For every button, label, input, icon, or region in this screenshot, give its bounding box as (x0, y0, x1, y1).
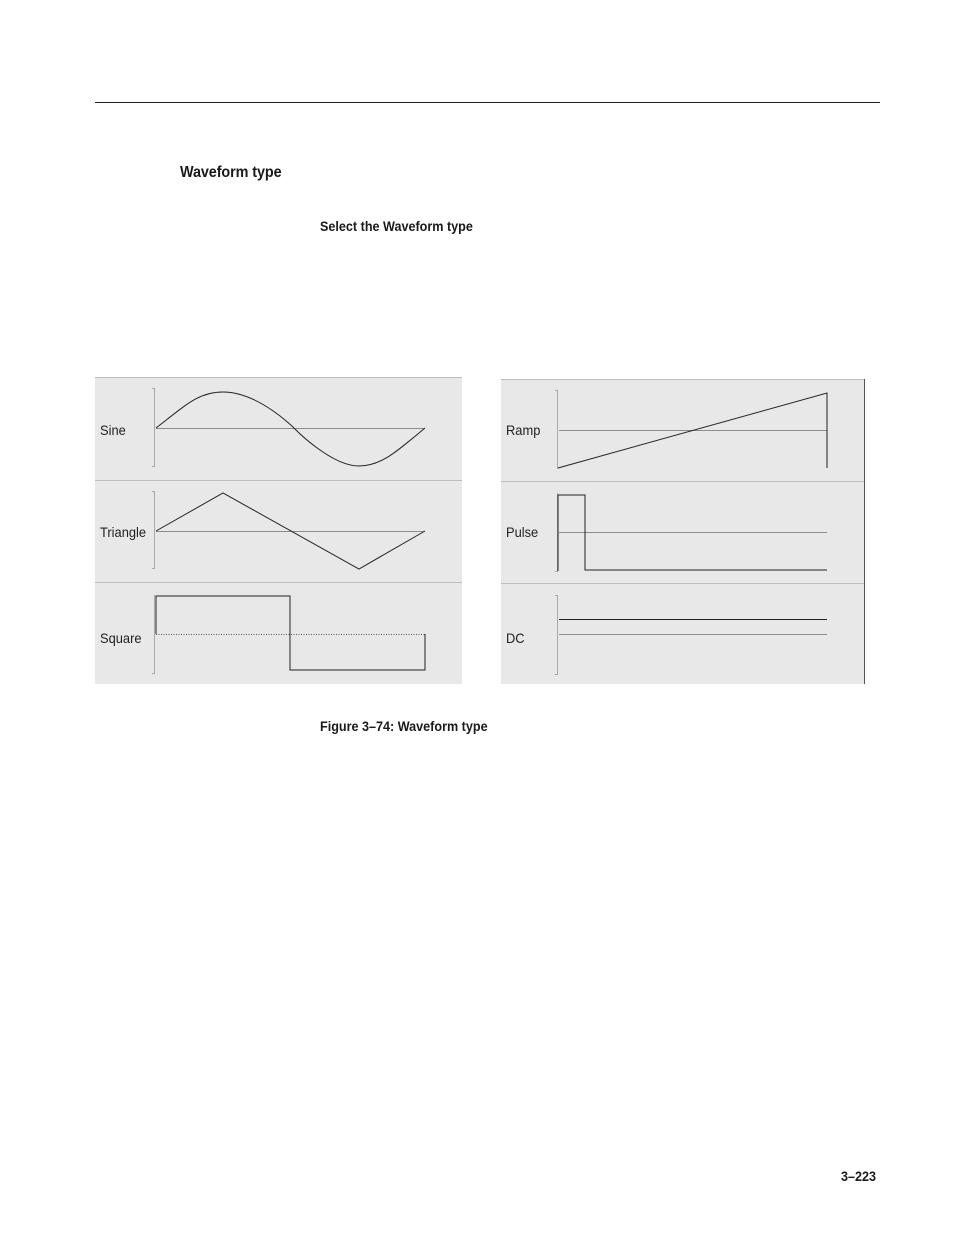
sine-waveform (152, 388, 425, 467)
waveform-label-sine: Sine (100, 422, 126, 438)
step-instruction: Select the Waveform type (320, 218, 473, 234)
pulse-waveform (555, 493, 827, 572)
waveform-label-pulse: Pulse (506, 524, 539, 540)
ramp-waveform (555, 390, 827, 469)
waveform-label-ramp: Ramp (506, 422, 541, 438)
waveform-panel-left-graphic (95, 377, 462, 684)
waveform-panel-right-graphic (501, 379, 865, 684)
waveform-panel-right (501, 379, 865, 684)
waveform-label-triangle: Triangle (100, 524, 147, 540)
triangle-waveform (152, 491, 425, 569)
dc-waveform (555, 595, 827, 675)
page-number: 3–223 (841, 1168, 877, 1184)
figure-caption: Figure 3–74: Waveform type (320, 718, 488, 734)
section-title: Waveform type (180, 164, 282, 181)
header-rule (95, 102, 880, 103)
waveform-label-dc: DC (506, 630, 525, 646)
square-waveform (152, 595, 425, 674)
waveform-label-square: Square (100, 630, 142, 646)
square-trace (156, 596, 425, 670)
waveform-panel-left (95, 377, 462, 684)
